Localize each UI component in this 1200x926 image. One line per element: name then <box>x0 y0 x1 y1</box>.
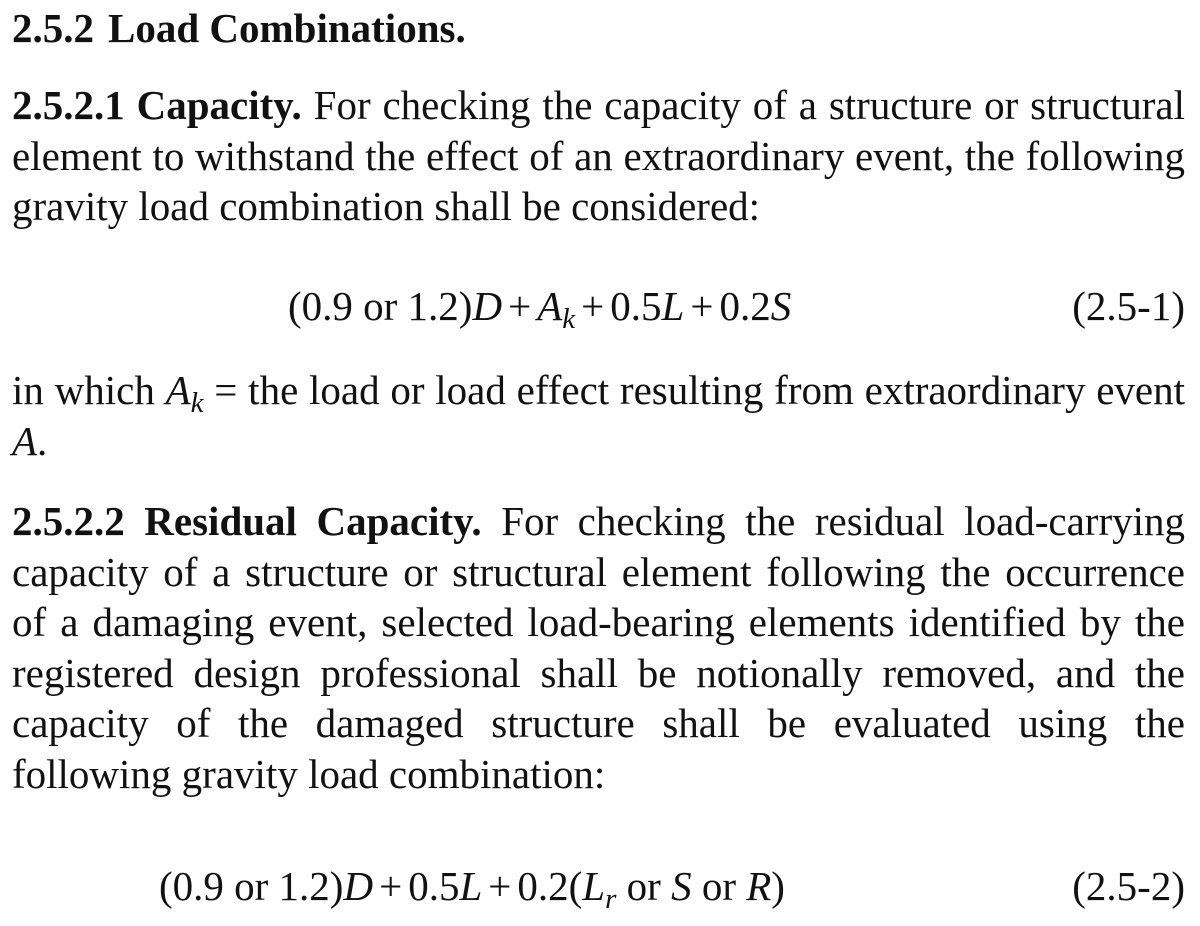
eq-var-A: A <box>537 283 563 329</box>
eq-var-L: L <box>661 283 685 329</box>
definition-equals: = <box>203 367 249 413</box>
eq-coef-L: 0.5 <box>610 283 662 329</box>
definition-text: the load or load effect resulting from extraordinary event <box>248 367 1185 413</box>
eq-close-paren: ) <box>771 863 785 909</box>
equation-expression <box>159 860 785 915</box>
eq-var-Lr: L <box>582 863 606 909</box>
paragraph-body: For checking the capacity of a structure or structural element to withstand the effect of an extraordinary event, the following gravity load combination shall be considered: <box>12 82 1185 229</box>
eq-plus: + <box>488 863 512 909</box>
section-number: 2.5.2 <box>12 5 94 51</box>
paragraph-residual-capacity <box>12 496 1185 799</box>
eq-var-S: S <box>671 863 692 909</box>
definition-lead: in which <box>12 367 166 413</box>
definition-event-symbol: A <box>12 417 38 464</box>
eq-coef-L: 0.5 <box>408 863 460 909</box>
paragraph-body: For checking the residual load-carrying capacity of a structure or structural element following the occurrence of a damaging event, selected load-bearing elements identified by the registered design professional shall be notionally removed, and the capacity of the damaged structure shall be evaluated using the following gravity load combination: <box>12 498 1186 797</box>
eq-sub-r: r <box>605 883 617 915</box>
eq-var-D: D <box>343 863 374 909</box>
definition-symbol: A <box>165 367 191 413</box>
eq-or: or <box>616 863 672 909</box>
eq-or: or <box>691 863 747 909</box>
definition-period: . <box>37 417 48 464</box>
paragraph-capacity <box>12 80 1185 232</box>
subsection-title: Capacity. <box>136 82 302 128</box>
eq-var-R: R <box>746 863 772 909</box>
equation-number: (2.5-1) <box>1072 283 1185 329</box>
eq-coef-paren: 0.2( <box>517 863 583 909</box>
definition-symbol-sub: k <box>190 387 204 419</box>
eq-var-D: D <box>472 283 503 329</box>
section-title: Load Combinations. <box>108 5 466 51</box>
eq-coef-S: 0.2 <box>719 283 771 329</box>
eq-var-L: L <box>459 863 483 909</box>
section-heading <box>12 2 466 54</box>
eq-plus: + <box>379 863 403 909</box>
eq-plus: + <box>690 283 714 329</box>
equation-expression <box>288 280 792 335</box>
subsection-title: Residual Capacity. <box>144 498 482 544</box>
equation-number: (2.5-2) <box>1072 863 1185 909</box>
paragraph-definition <box>12 365 1185 466</box>
eq-plus: + <box>581 283 605 329</box>
eq-var-S: S <box>770 283 792 329</box>
eq-sub-k: k <box>562 303 576 335</box>
eq-plus: + <box>508 283 532 329</box>
subsection-number: 2.5.2.1 <box>12 82 125 128</box>
eq-factor: (0.9 or 1.2) <box>288 283 473 329</box>
subsection-number: 2.5.2.2 <box>12 498 125 544</box>
eq-factor: (0.9 or 1.2) <box>159 863 344 909</box>
